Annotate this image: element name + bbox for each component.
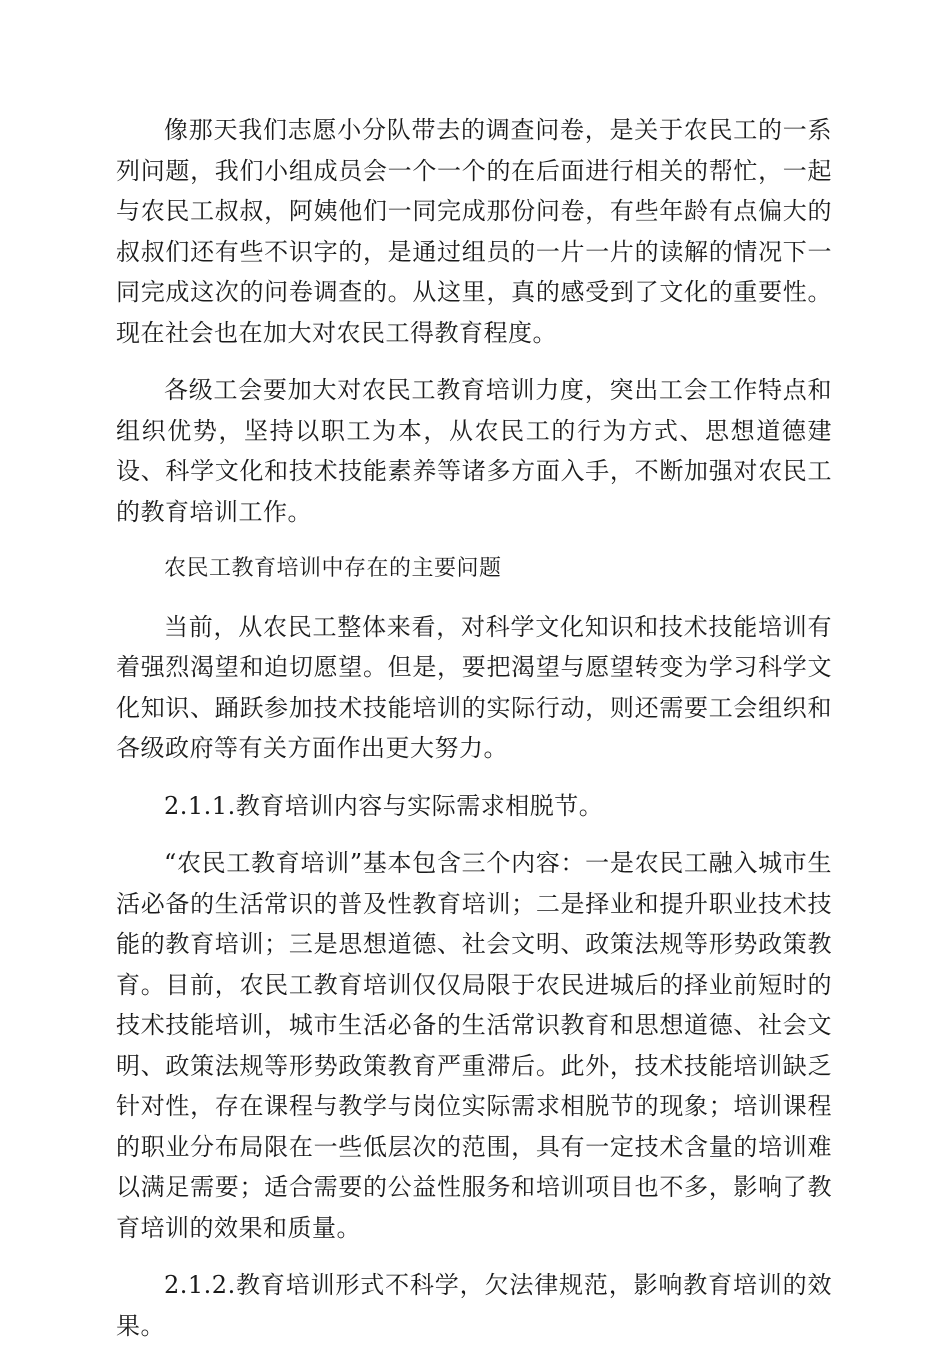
- document-body: [116, 110, 832, 1363]
- paragraph-union-training: 各级工会要加大对农民工教育培训力度，突出工会工作特点和组织优势，坚持以职工为本，从农民工的行为方式、思想道德建设、科学文化和技术技能素养等诸多方面入手，不断加强对农民工的教育培训工作。: [116, 376, 832, 526]
- subheading-2-1-1: 2.1.1.教育培训内容与实际需求相脱节。: [164, 791, 604, 820]
- section-heading-main-problems: 农民工教育培训中存在的主要问题: [164, 556, 502, 581]
- paragraph-survey-story: 像那天我们志愿小分队带去的调查问卷，是关于农民工的一系列问题，我们小组成员会一个一个的在后面进行相关的帮忙，一起与农民工叔叔，阿姨他们一同完成那份问卷，有些年龄有点偏大的叔叔们还有些不识字的，是通过组员的一片一片的读解的情况下一同完成这次的问卷调查的。从这里，真的感受到了文化的重要性。现在社会也在加大对农民工得教育程度。: [116, 116, 832, 347]
- subheading-2-1-2: 2.1.2.教育培训形式不科学，欠法律规范，影响教育培训的效果。: [116, 1271, 832, 1340]
- paragraph-training-content: “农民工教育培训”基本包含三个内容：一是农民工融入城市生活必备的生活常识的普及性教育培训；二是择业和提升职业技术技能的教育培训；三是思想道德、社会文明、政策法规等形势政策教育。目前，农民工教育培训仅仅局限于农民进城后的择业前短时的技术技能培训，城市生活必备的生活常识教育和思想道德、社会文明、政策法规等形势政策教育严重滞后。此外，技术技能培训缺乏针对性，存在课程与教学与岗位实际需求相脱节的现象；培训课程的职业分布局限在一些低层次的范围，具有一定技术含量的培训难以满足需要；适合需要的公益性服务和培训项目也不多，影响了教育培训的效果和质量。: [116, 849, 832, 1242]
- paragraph-current-situation: 当前，从农民工整体来看，对科学文化知识和技术技能培训有着强烈渴望和迫切愿望。但是，要把渴望与愿望转变为学习科学文化知识、踊跃参加技术技能培训的实际行动，则还需要工会组织和各级政府等有关方面作出更大努力。: [116, 612, 832, 762]
